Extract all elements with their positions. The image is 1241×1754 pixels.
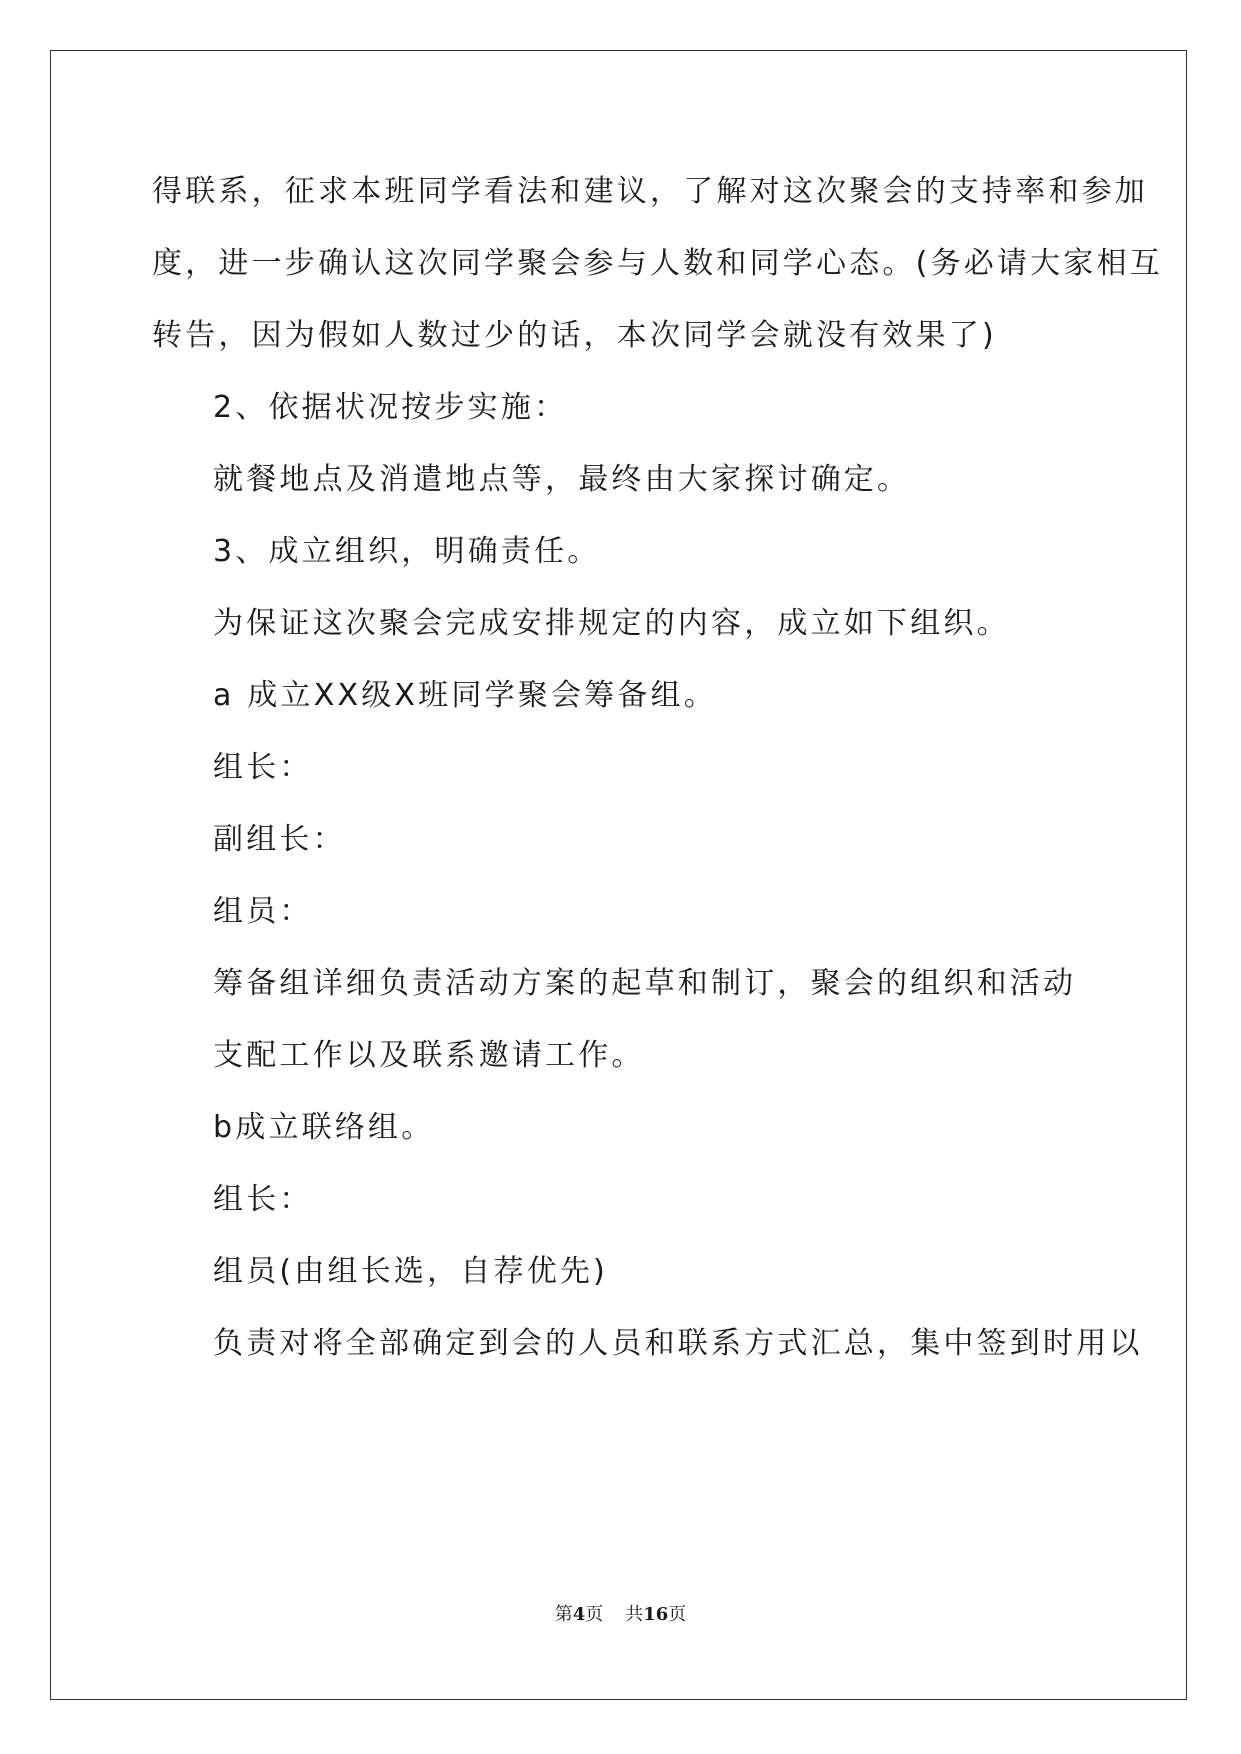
text-line-11: 组员： <box>213 894 313 929</box>
text-line-7: 为保证这次聚会完成安排规定的内容，成立如下组织。 <box>213 606 1010 641</box>
text-line-3: 转告，因为假如人数过少的话，本次同学会就没有效果了) <box>152 318 997 353</box>
text-line-1: 得联系，征求本班同学看法和建议，了解对这次聚会的支持率和参加 <box>152 174 1148 209</box>
text-line-2: 度，进一步确认这次同学聚会参与人数和同学心态。(务必请大家相互 <box>152 246 1163 281</box>
text-line-5: 就餐地点及消遣地点等，最终由大家探讨确定。 <box>213 462 911 497</box>
text-line-10: 副组长： <box>213 822 346 857</box>
text-line-6: 3、成立组织，明确责任。 <box>213 534 601 569</box>
page-footer <box>0 1600 1241 1626</box>
text-line-8: a 成立XX级X班同学聚会筹备组。 <box>213 678 717 713</box>
text-line-14: b成立联络组。 <box>213 1110 435 1145</box>
text-line-15: 组长： <box>213 1182 313 1217</box>
footer-total-suffix: 页 <box>668 1604 687 1625</box>
text-line-16: 组员(由组长选，自荐优先) <box>213 1254 609 1289</box>
text-line-9: 组长： <box>213 750 313 785</box>
page-border <box>50 50 1187 1700</box>
text-line-4: 2、依据状况按步实施： <box>213 390 568 425</box>
footer-page-suffix: 页 <box>585 1604 604 1625</box>
text-line-13: 支配工作以及联系邀请工作。 <box>213 1038 645 1073</box>
total-pages-number: 16 <box>643 1604 669 1625</box>
text-line-17: 负责对将全部确定到会的人员和联系方式汇总，集中签到时用以 <box>213 1326 1143 1361</box>
footer-total-prefix: 共 <box>625 1604 644 1625</box>
footer-prefix: 第 <box>554 1604 573 1625</box>
current-page-number: 4 <box>572 1604 586 1625</box>
text-line-12: 筹备组详细负责活动方案的起草和制订，聚会的组织和活动 <box>213 966 1077 1001</box>
